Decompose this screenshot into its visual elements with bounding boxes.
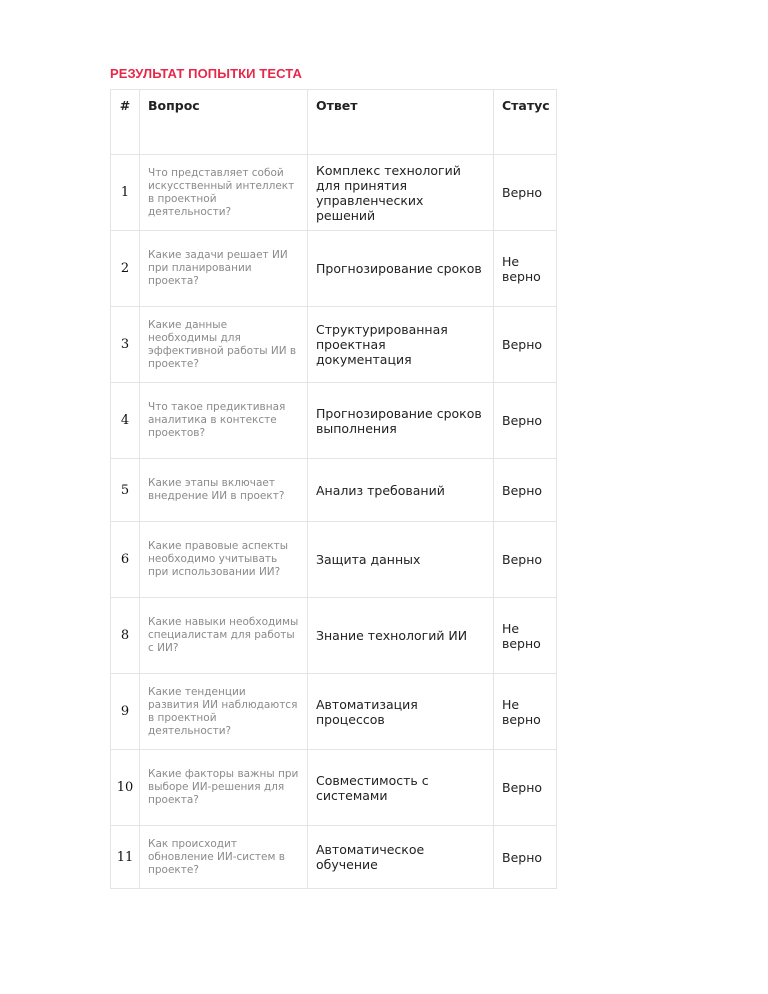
row-question: Какие данные необходимы для эффективной работы ИИ в проекте? bbox=[140, 307, 308, 383]
row-status: Верно bbox=[494, 383, 557, 459]
page-title: РЕЗУЛЬТАТ ПОПЫТКИ ТЕСТА bbox=[110, 66, 302, 81]
row-question: Что такое предиктивная аналитика в контексте проектов? bbox=[140, 383, 308, 459]
table-row bbox=[111, 307, 557, 383]
row-number: 5 bbox=[111, 459, 140, 522]
table-row bbox=[111, 750, 557, 826]
row-answer: Анализ требований bbox=[308, 459, 494, 522]
row-number: 6 bbox=[111, 522, 140, 598]
table-header bbox=[111, 90, 557, 155]
table-row bbox=[111, 383, 557, 459]
row-number: 4 bbox=[111, 383, 140, 459]
header-question: Вопрос bbox=[140, 90, 308, 155]
row-answer: Автоматическое обучение bbox=[308, 826, 494, 889]
row-answer: Структурированная проектная документация bbox=[308, 307, 494, 383]
table-row bbox=[111, 155, 557, 231]
row-answer: Прогнозирование сроков выполнения bbox=[308, 383, 494, 459]
row-question: Какие факторы важны при выборе ИИ-решения для проекта? bbox=[140, 750, 308, 826]
row-answer: Знание технологий ИИ bbox=[308, 598, 494, 674]
row-question: Какие тенденции развития ИИ наблюдаются в проектной деятельности? bbox=[140, 674, 308, 750]
row-status: Верно bbox=[494, 522, 557, 598]
row-status: Верно bbox=[494, 750, 557, 826]
table-row bbox=[111, 231, 557, 307]
table-body bbox=[111, 155, 557, 889]
results-table bbox=[110, 89, 557, 889]
row-status: Верно bbox=[494, 155, 557, 231]
row-number: 8 bbox=[111, 598, 140, 674]
header-status: Статус bbox=[494, 90, 557, 155]
row-question: Какие правовые аспекты необходимо учитывать при использовании ИИ? bbox=[140, 522, 308, 598]
header-answer: Ответ bbox=[308, 90, 494, 155]
table-row bbox=[111, 826, 557, 889]
row-question: Какие задачи решает ИИ при планировании проекта? bbox=[140, 231, 308, 307]
row-answer: Защита данных bbox=[308, 522, 494, 598]
row-answer: Комплекс технологий для принятия управленческих решений bbox=[308, 155, 494, 231]
row-number: 3 bbox=[111, 307, 140, 383]
row-status: Не верно bbox=[494, 674, 557, 750]
row-answer: Прогнозирование сроков bbox=[308, 231, 494, 307]
row-question: Что представляет собой искусственный интеллект в проектной деятельности? bbox=[140, 155, 308, 231]
row-status: Верно bbox=[494, 459, 557, 522]
row-status: Верно bbox=[494, 307, 557, 383]
header-number: # bbox=[111, 90, 140, 155]
row-status: Верно bbox=[494, 826, 557, 889]
row-number: 2 bbox=[111, 231, 140, 307]
row-question: Какие этапы включает внедрение ИИ в проект? bbox=[140, 459, 308, 522]
table-row bbox=[111, 459, 557, 522]
row-number: 10 bbox=[111, 750, 140, 826]
row-number: 11 bbox=[111, 826, 140, 889]
row-question: Как происходит обновление ИИ-систем в проекте? bbox=[140, 826, 308, 889]
row-status: Не верно bbox=[494, 231, 557, 307]
header-row bbox=[111, 90, 557, 155]
table-row bbox=[111, 522, 557, 598]
row-status: Не верно bbox=[494, 598, 557, 674]
row-question: Какие навыки необходимы специалистам для работы с ИИ? bbox=[140, 598, 308, 674]
row-number: 9 bbox=[111, 674, 140, 750]
row-answer: Автоматизация процессов bbox=[308, 674, 494, 750]
table-row bbox=[111, 674, 557, 750]
row-answer: Совместимость с системами bbox=[308, 750, 494, 826]
row-number: 1 bbox=[111, 155, 140, 231]
table-row bbox=[111, 598, 557, 674]
